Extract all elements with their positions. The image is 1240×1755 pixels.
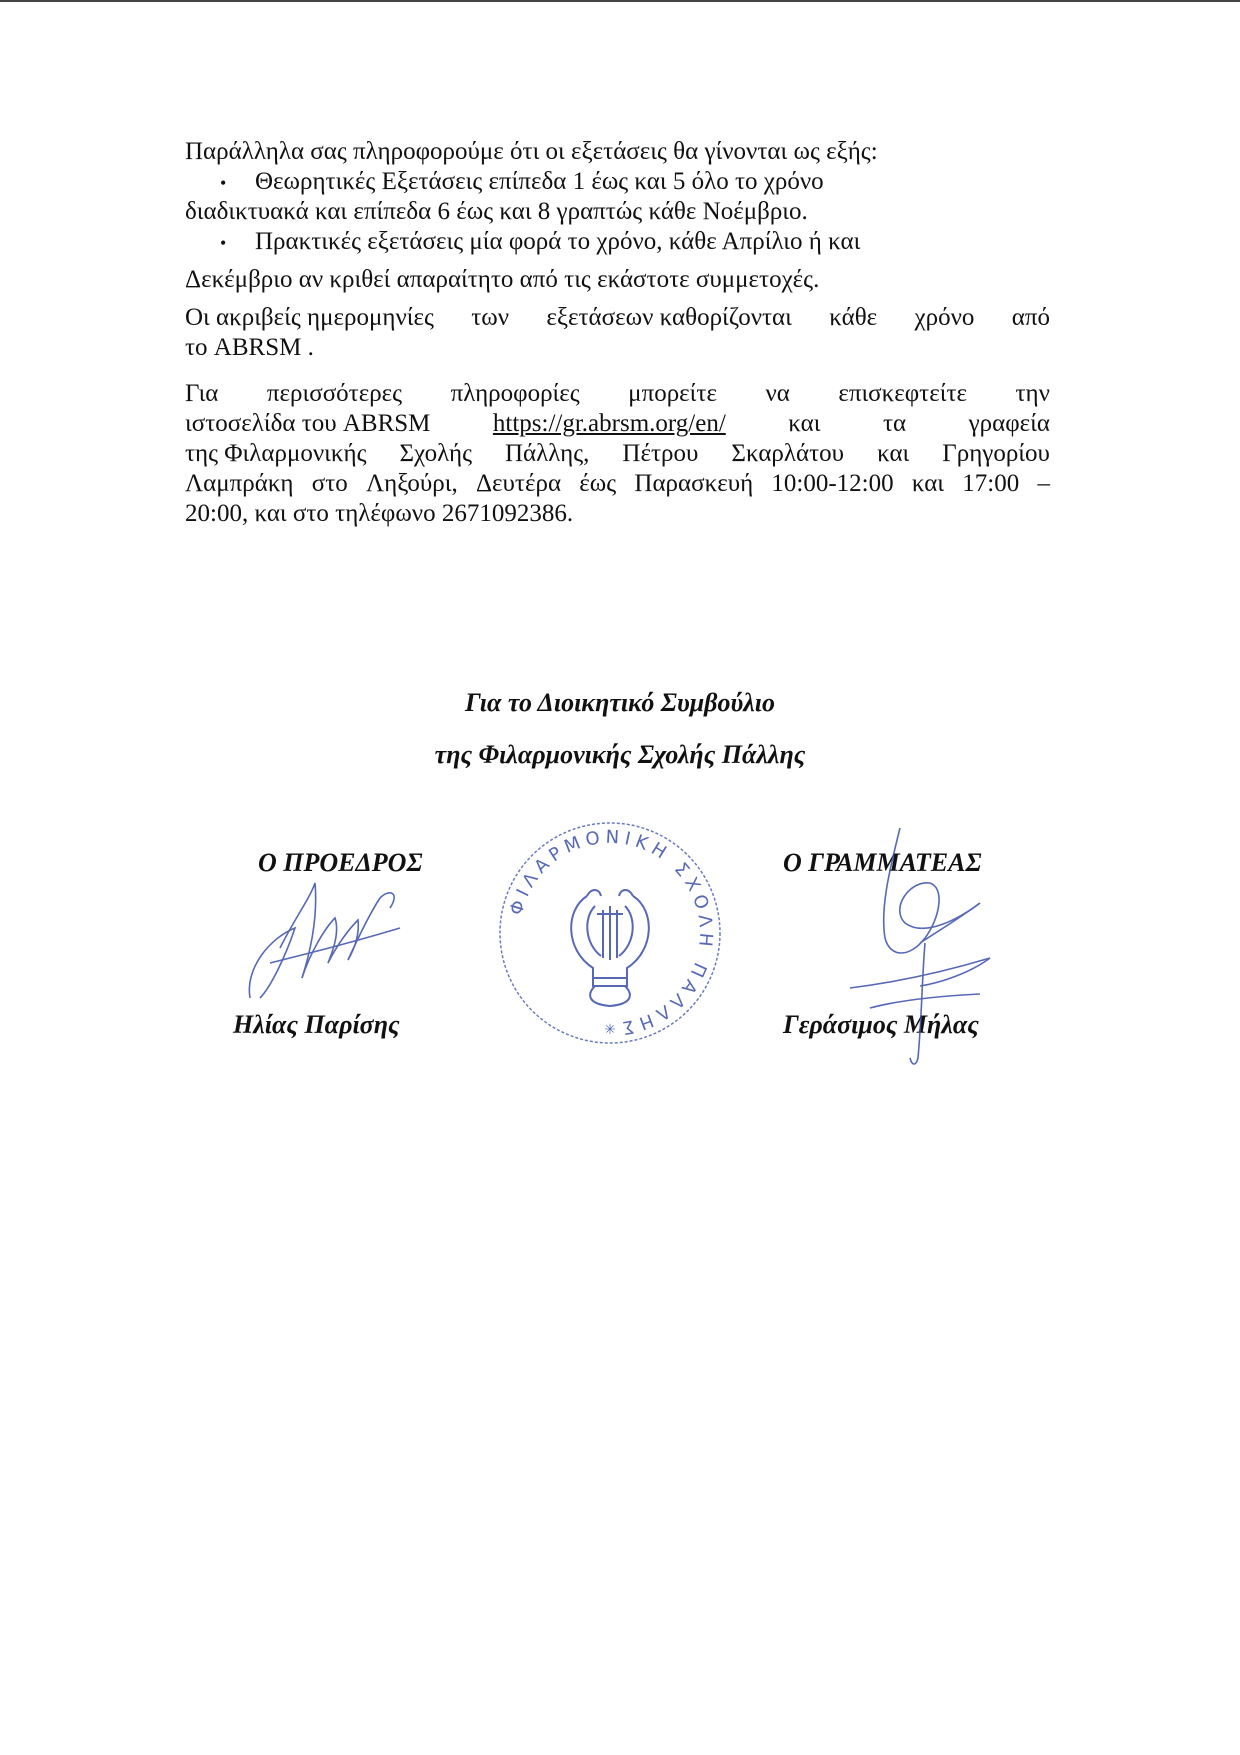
secretary-name: Γεράσιμος Μήλας [783, 1010, 979, 1039]
bullet-1-text: Θεωρητικές Εξετάσεις επίπεδα 1 έως και 5 όλο το χρόνο [255, 168, 824, 195]
page-top-border [0, 0, 1240, 2]
bullet-1-line-1 [185, 167, 1050, 197]
dates-para-line-2: το ABRSM . [185, 334, 314, 361]
info-para-line-5: 20:00, και στο τηλέφωνο 2671092386. [185, 500, 574, 527]
seal-star-icon: ✳ [604, 1022, 616, 1038]
lyre-emblem-icon [571, 890, 649, 1006]
intro-line: Παράλληλα σας πληροφορούμε ότι οι εξετάσεις θα γίνονται ως εξής: [185, 138, 878, 165]
bullet-2-line-2: Δεκέμβριο αν κριθεί απαραίτητο από τις εκάστοτε συμμετοχές. [185, 266, 820, 293]
bullet-icon: • [220, 173, 227, 193]
info-para-line-2: ιστοσελίδα του ABRSM https://gr.abrsm.org/en/ και τα γραφεία [185, 410, 1050, 437]
closing-line-1: Για το Διοικητικό Συμβούλιο [465, 688, 775, 717]
bullet-icon: • [220, 233, 227, 253]
president-name: Ηλίας Παρίσης [233, 1010, 400, 1039]
president-signature [240, 858, 410, 1008]
letter-body [185, 137, 1050, 529]
seal-text: ΦΙΛΑΡΜΟΝΙΚΗ ΣΧΟΛΗ ΠΑΛΛΗΣ [505, 826, 717, 1039]
president-title: Ο ΠΡΟΕΔΡΟΣ [258, 848, 423, 877]
svg-text:ΦΙΛΑΡΜΟΝΙΚΗ ΣΧΟΛΗ ΠΑΛΛΗΣ [506, 827, 717, 1039]
school-seal-stamp [495, 818, 725, 1048]
abrsm-website-link[interactable]: https://gr.abrsm.org/en/ [492, 410, 726, 437]
secretary-signature [830, 808, 1020, 1068]
closing-line-2: της Φιλαρμονικής Σχολής Πάλλης [434, 740, 806, 769]
bullet-1-line-2: διαδικτυακά και επίπεδα 6 έως και 8 γραπτώς κάθε Νοέμβριο. [185, 198, 808, 225]
info-para-line-3: της Φιλαρμονικής Σχολής Πάλλης, Πέτρου Σκαρλάτου και Γρηγορίου [185, 440, 1050, 467]
bullet-2-text: Πρακτικές εξετάσεις μία φορά το χρόνο, κάθε Απρίλιο ή και [255, 228, 861, 255]
secretary-title: Ο ΓΡΑΜΜΑΤΕΑΣ [783, 848, 982, 877]
info-para-line-1: Για περισσότερες πληροφορίες μπορείτε να επισκεφτείτε την [185, 380, 1050, 407]
dates-para-line-1: Οι ακριβείς ημερομηνίες των εξετάσεων καθορίζονται κάθε χρόνο από [185, 304, 1050, 331]
info-para-line-4: Λαμπράκη στο Ληξούρι, Δευτέρα έως Παρασκευή 10:00-12:00 και 17:00 – [185, 470, 1050, 497]
bullet-2-line-1 [185, 227, 1050, 257]
